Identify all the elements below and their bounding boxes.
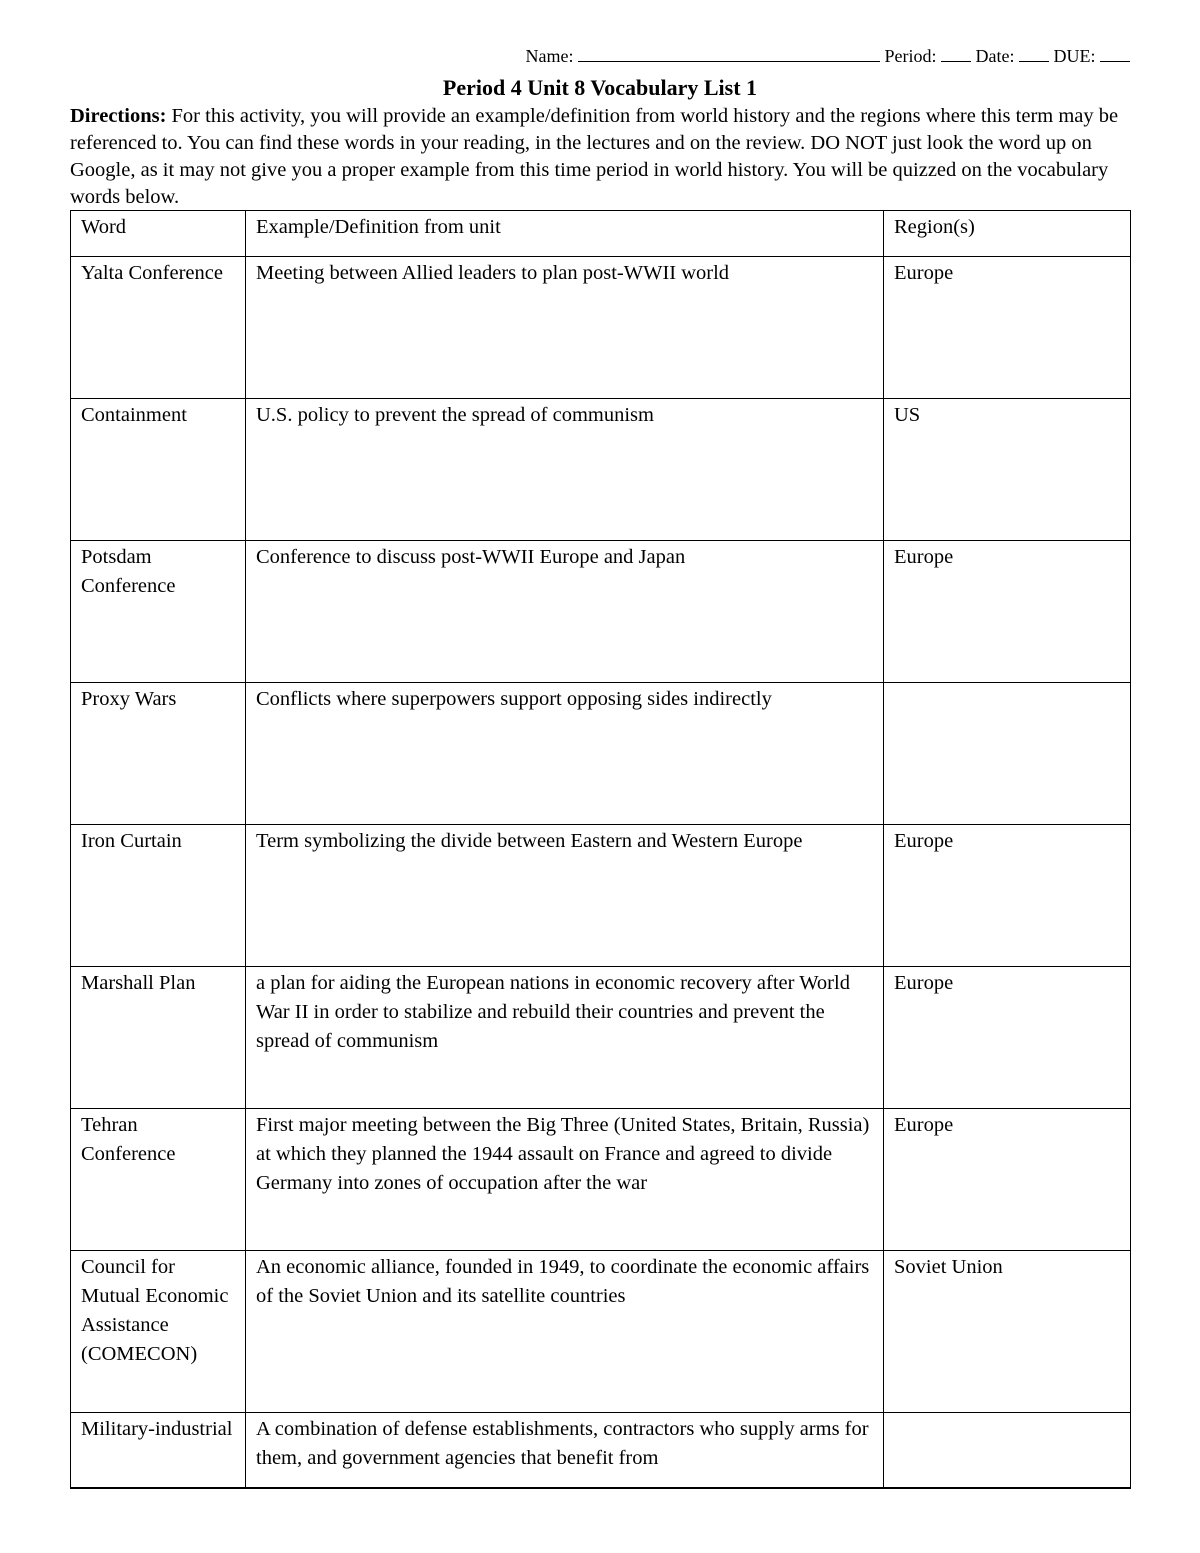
due-label: DUE: bbox=[1053, 46, 1096, 66]
table-row bbox=[71, 683, 1131, 825]
table-row bbox=[71, 257, 1131, 399]
definition-cell: a plan for aiding the European nations in economic recovery after World War II in order to stabilize and rebuild their countries and prevent the spread of communism bbox=[246, 967, 884, 1109]
region-cell: US bbox=[884, 399, 1131, 541]
word-cell: Council for Mutual Economic Assistance (COMECON) bbox=[71, 1251, 246, 1413]
region-cell bbox=[884, 1413, 1131, 1489]
definition-cell: Conflicts where superpowers support opposing sides indirectly bbox=[246, 683, 884, 825]
definition-cell: An economic alliance, founded in 1949, to coordinate the economic affairs of the Soviet Union and its satellite countries bbox=[246, 1251, 884, 1413]
due-blank bbox=[1100, 45, 1130, 62]
definition-cell: U.S. policy to prevent the spread of communism bbox=[246, 399, 884, 541]
header-definition: Example/Definition from unit bbox=[246, 211, 884, 257]
directions-text: For this activity, you will provide an example/definition from world history and the regions where this term may be referenced to. You can find these words in your reading, in the lectures and on the review. DO NOT just look the word up on Google, as it may not give you a proper example from this time period in world history. You will be quizzed on the vocabulary words below. bbox=[70, 105, 1119, 208]
table-row bbox=[71, 399, 1131, 541]
table-row bbox=[71, 1251, 1131, 1413]
region-cell: Europe bbox=[884, 257, 1131, 399]
table-row bbox=[71, 825, 1131, 967]
directions-label: Directions: bbox=[70, 105, 167, 127]
region-cell: Europe bbox=[884, 541, 1131, 683]
period-label: Period: bbox=[884, 46, 937, 66]
date-blank bbox=[1019, 45, 1049, 62]
word-cell: Marshall Plan bbox=[71, 967, 246, 1109]
table-row bbox=[71, 1109, 1131, 1251]
page-title: Period 4 Unit 8 Vocabulary List 1 bbox=[442, 75, 758, 100]
table-header-row bbox=[71, 211, 1131, 257]
name-blank bbox=[578, 45, 880, 62]
header-word: Word bbox=[71, 211, 246, 257]
name-label: Name: bbox=[525, 46, 574, 66]
word-cell: Potsdam Conference bbox=[71, 541, 246, 683]
table-row bbox=[71, 541, 1131, 683]
table-row bbox=[71, 967, 1131, 1109]
region-cell: Europe bbox=[884, 1109, 1131, 1251]
date-label: Date: bbox=[975, 46, 1015, 66]
vocabulary-table bbox=[70, 210, 1131, 1489]
definition-cell: Term symbolizing the divide between Eastern and Western Europe bbox=[246, 825, 884, 967]
region-cell bbox=[884, 683, 1131, 825]
definition-cell: Conference to discuss post-WWII Europe and Japan bbox=[246, 541, 884, 683]
header-region: Region(s) bbox=[884, 211, 1131, 257]
word-cell: Yalta Conference bbox=[71, 257, 246, 399]
word-cell: Iron Curtain bbox=[71, 825, 246, 967]
region-cell: Europe bbox=[884, 967, 1131, 1109]
region-cell: Europe bbox=[884, 825, 1131, 967]
student-info-line bbox=[70, 44, 1130, 68]
region-cell: Soviet Union bbox=[884, 1251, 1131, 1413]
word-cell: Tehran Conference bbox=[71, 1109, 246, 1251]
word-cell: Military-industrial bbox=[71, 1413, 246, 1489]
definition-cell: A combination of defense establishments, contractors who supply arms for them, and government agencies that benefit from bbox=[246, 1413, 884, 1489]
directions-paragraph bbox=[70, 103, 1132, 211]
word-cell: Proxy Wars bbox=[71, 683, 246, 825]
period-blank bbox=[941, 45, 971, 62]
word-cell: Containment bbox=[71, 399, 246, 541]
definition-cell: Meeting between Allied leaders to plan post-WWII world bbox=[246, 257, 884, 399]
table-row bbox=[71, 1413, 1131, 1489]
definition-cell: First major meeting between the Big Three (United States, Britain, Russia) at which they planned the 1944 assault on France and agreed to divide Germany into zones of occupation after the war bbox=[246, 1109, 884, 1251]
